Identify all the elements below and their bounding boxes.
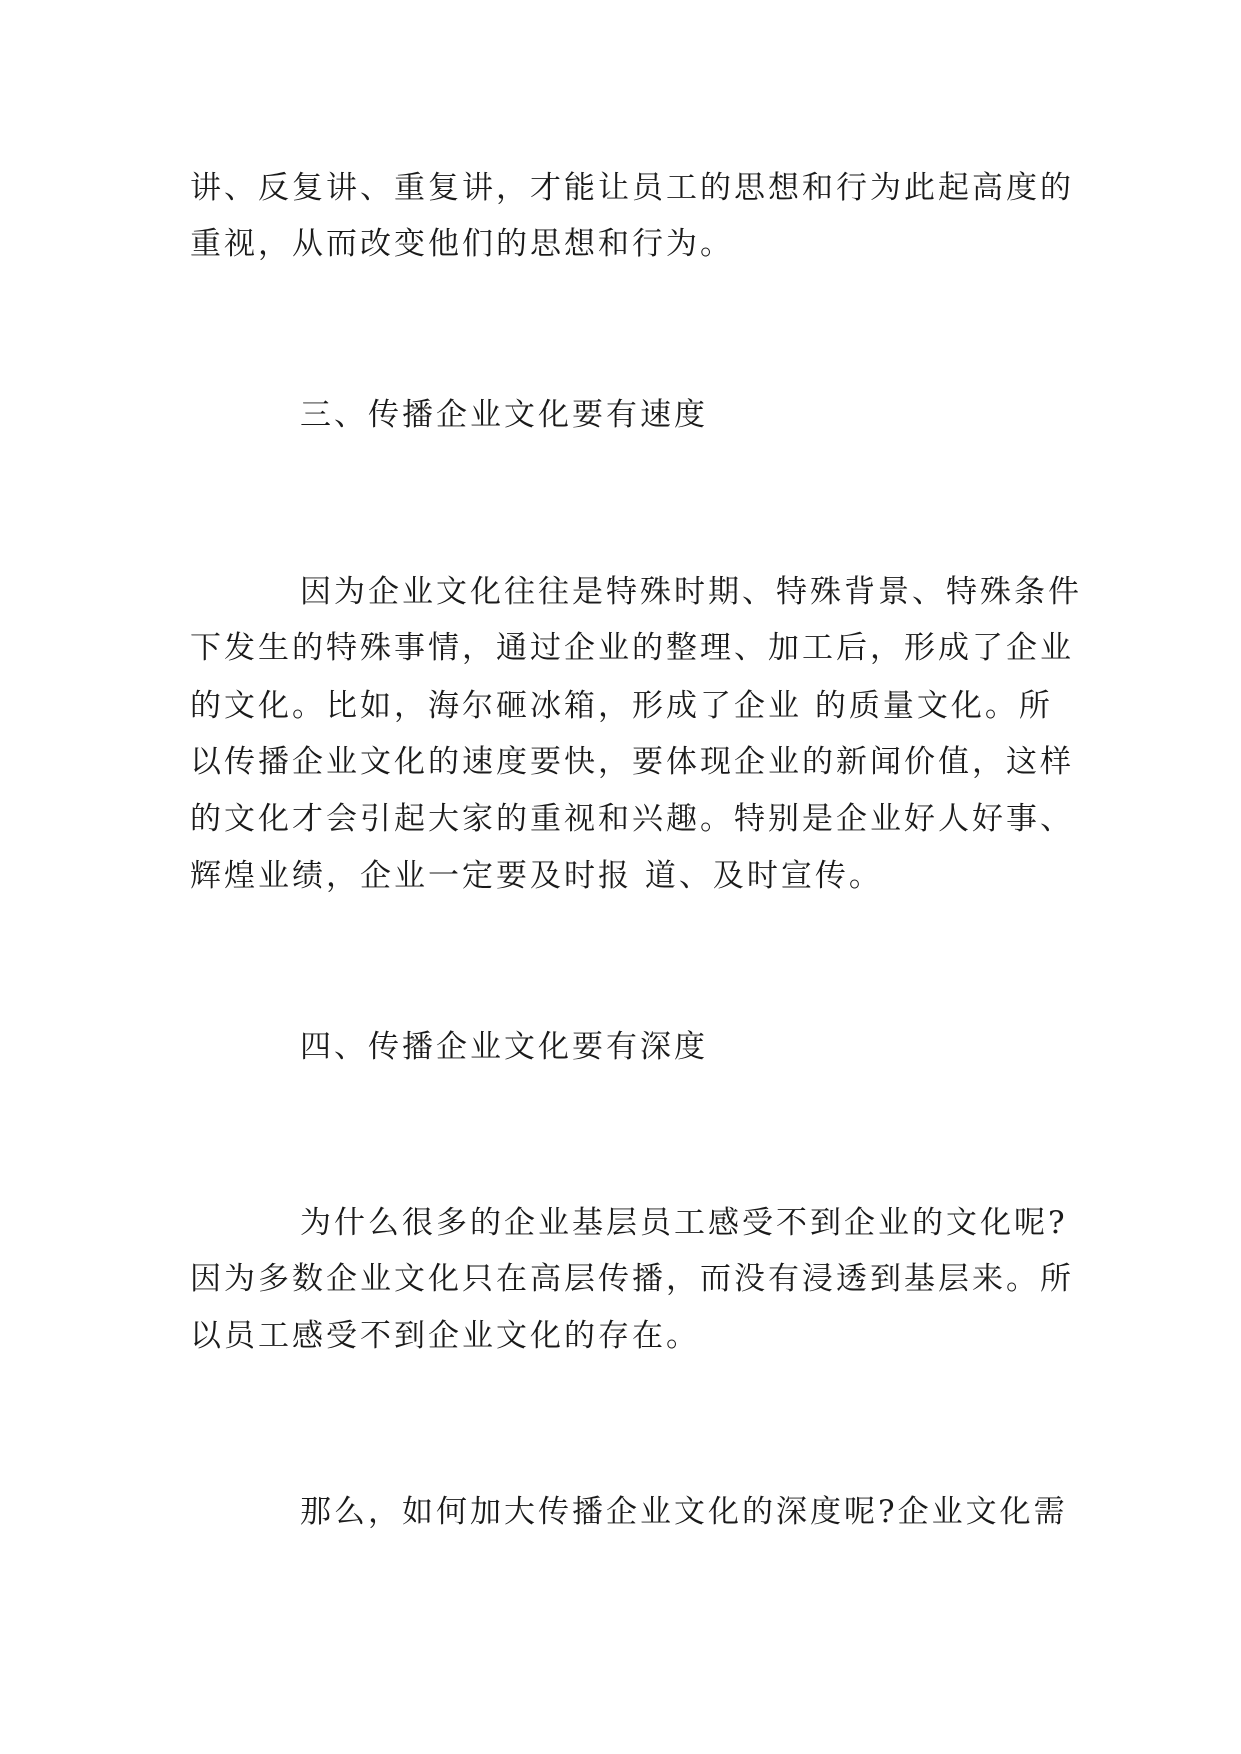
text-line: 因为企业文化往往是特殊时期、特殊背景、特殊条件 (300, 574, 1082, 610)
section-heading: 四、传播企业文化要有深度 (300, 1029, 708, 1065)
text-line: 为什么很多的企业基层员工感受不到企业的文化呢? (300, 1205, 1068, 1241)
text-line: 重视，从而改变他们的思想和行为。 (190, 226, 734, 262)
text-line: 以员工感受不到企业文化的存在。 (190, 1318, 700, 1354)
text-line: 以传播企业文化的速度要快，要体现企业的新闻价值，这样 (190, 744, 1074, 780)
text-line: 辉煌业绩，企业一定要及时报 道、及时宣传。 (190, 858, 883, 894)
text-line: 讲、反复讲、重复讲，才能让员工的思想和行为此起高度的 (190, 170, 1074, 206)
text-line: 因为多数企业文化只在高层传播，而没有浸透到基层来。所 (190, 1261, 1074, 1297)
text-line: 的文化才会引起大家的重视和兴趣。特别是企业好人好事、 (190, 801, 1074, 837)
text-line: 的文化。比如，海尔砸冰箱，形成了企业 的质量文化。所 (190, 688, 1053, 724)
text-line: 那么，如何加大传播企业文化的深度呢?企业文化需 (300, 1494, 1068, 1530)
text-line: 下发生的特殊事情，通过企业的整理、加工后，形成了企业 (190, 630, 1074, 666)
section-heading: 三、传播企业文化要有速度 (300, 397, 708, 433)
